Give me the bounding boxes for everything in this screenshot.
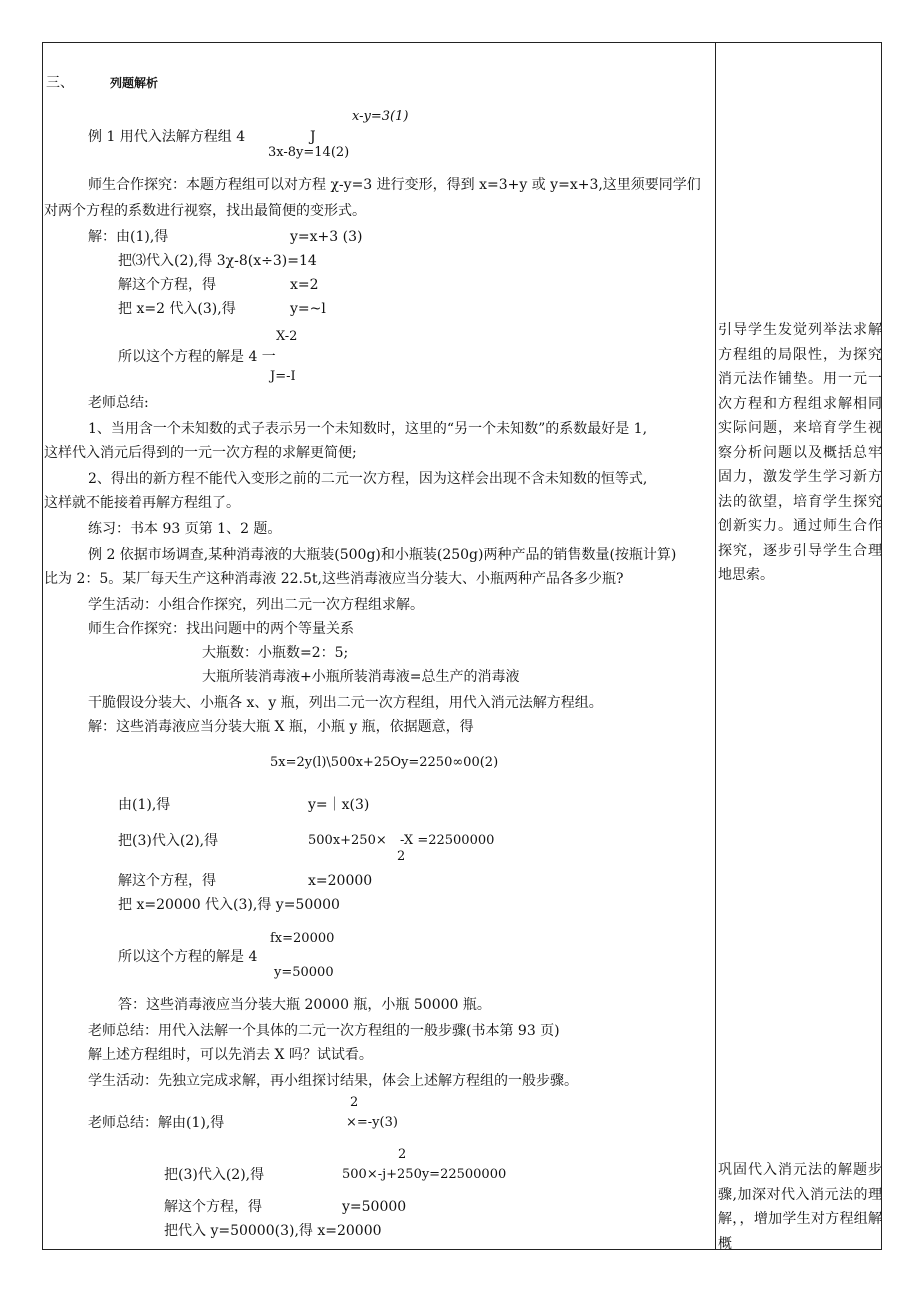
- ex2-relation-1: 大瓶数：小瓶数=2：5;: [202, 645, 349, 661]
- summary2-fraction-1: 2: [350, 1095, 359, 1110]
- ex1-sol-step-4-eq: y=~l: [290, 301, 326, 317]
- ex2-step-2-eq: 500x+250×: [308, 833, 387, 848]
- summary2-line-3: 学生活动：先独立完成求解，再小组探讨结果，体会上述解方程组的一般步骤。: [88, 1073, 578, 1089]
- summary1-title: 老师总结:: [88, 395, 149, 411]
- ex2-step-2-fraction: 2: [397, 849, 406, 864]
- ex2-final-answer: 答：这些消毒液应当分装大瓶 20000 瓶，小瓶 50000 瓶。: [118, 997, 491, 1013]
- ex1-answer-top: X-2: [276, 329, 298, 344]
- ex2-question-line-2: 比为 2：5。某厂每天生产这种消毒液 22.5t,这些消毒液应当分装大、小瓶两种产品各多少瓶?: [44, 571, 624, 587]
- ex2-answer-label: 所以这个方程的解是 4: [118, 949, 258, 965]
- ex1-sol-step-3-label: 解这个方程，得: [118, 277, 216, 293]
- summary2-last-step: 把代入 y=50000(3),得 x=20000: [164, 1223, 382, 1239]
- ex1-sol-step-3-eq: x=2: [290, 277, 319, 293]
- summary2-line-2: 解上述方程组时，可以先消去 X 吗？试试看。: [88, 1047, 373, 1063]
- ex2-answer-bottom: y=50000: [274, 965, 334, 980]
- summary2-label: 老师总结：解由(1),得: [88, 1115, 225, 1131]
- ex2-step-2-eq-tail: -X =22500000: [400, 833, 495, 848]
- ex2-system: 5x=2y(l)\500x+25Oy=2250∞00(2): [270, 755, 499, 770]
- ex2-step-1-eq: y=｜x(3): [308, 797, 370, 813]
- sidebar-note-1: 引导学生发觉列举法求解方程组的局限性，为探究消元法作铺垫。用一元一次方程和方程组求解相同实际问题，来培育学生视察分析问题以及概括总牢固力，激发学生学习新方法的欲望，培育学生探究创新实力。通过师生合作探究，逐步引导学生合理地思索。: [718, 322, 882, 583]
- ex2-solution-intro: 解：这些消毒液应当分装大瓶 X 瓶，小瓶 y 瓶，依据题意，得: [88, 719, 474, 735]
- summary2-sub-eq: 500×-j+250y=22500000: [342, 1167, 507, 1182]
- ex1-equation-1: x-y=3(1): [352, 109, 409, 124]
- ex1-explore-line-2: 对两个方程的系数进行视察，找出最简便的变形式。: [44, 203, 366, 219]
- summary2-solve-label: 解这个方程，得: [164, 1199, 262, 1215]
- ex1-answer-label: 所以这个方程的解是 4 一: [118, 349, 276, 365]
- ex1-equation-2: 3x-8y=14(2): [268, 145, 350, 160]
- ex1-sol-step-4-label: 把 x=2 代入(3),得: [118, 301, 236, 317]
- summary2-sub-label: 把(3)代入(2),得: [164, 1167, 265, 1183]
- summary1-point-2-line-2: 这样就不能接着再解方程组了。: [44, 495, 240, 511]
- ex1-brace: J: [310, 129, 316, 145]
- summary2-solve-eq: y=50000: [342, 1199, 407, 1215]
- ex2-step-1-label: 由(1),得: [118, 797, 171, 813]
- ex2-step-4: 把 x=20000 代入(3),得 y=50000: [118, 897, 340, 913]
- ex2-step-3-eq: x=20000: [308, 873, 373, 889]
- ex2-setup: 干脆假设分装大、小瓶各 x、y 瓶，列出二元一次方程组，用代入消元法解方程组。: [88, 695, 603, 711]
- ex2-question-line-1: 例 2 依据市场调查,某种消毒液的大瓶装(500g)和小瓶装(250g)两种产品的销售数量(按瓶计算): [88, 547, 677, 563]
- ex2-step-2-label: 把(3)代入(2),得: [118, 833, 219, 849]
- summary1-point-1-line-1: 1、当用含一个未知数的式子表示另一个未知数时，这里的“另一个未知数”的系数最好是 1,: [88, 421, 648, 437]
- column-divider: [715, 42, 716, 1250]
- ex2-step-3-label: 解这个方程，得: [118, 873, 216, 889]
- ex1-explore-line-1: 师生合作探究：本题方程组可以对方程 χ-y=3 进行变形，得到 x=3+y 或 y=x+3,这里须要同学们: [88, 177, 701, 193]
- ex2-student-activity: 学生活动：小组合作探究，列出二元一次方程组求解。: [88, 597, 424, 613]
- ex2-relation-2: 大瓶所装消毒液+小瓶所装消毒液=总生产的消毒液: [202, 669, 520, 685]
- summary2-eq-1: ×=-y(3): [346, 1115, 398, 1130]
- ex2-explore: 师生合作探究：找出问题中的两个等量关系: [88, 621, 354, 637]
- ex1-prefix: 例 1 用代入法解方程组 4: [88, 129, 246, 145]
- ex2-answer-top: fx=20000: [270, 931, 335, 946]
- summary1-point-1-line-2: 这样代入消元后得到的一元一次方程的求解更简便;: [44, 445, 357, 461]
- summary1-practice: 练习：书本 93 页第 1、2 题。: [88, 521, 282, 537]
- summary2-line-1: 老师总结：用代入法解一个具体的二元一次方程组的一般步骤(书本第 93 页): [88, 1023, 560, 1039]
- ex1-sol-step-2: 把⑶代入(2),得 3χ-8(x÷3)=14: [118, 253, 317, 269]
- summary2-fraction-2: 2: [398, 1147, 407, 1162]
- section-number: 三、: [46, 75, 74, 91]
- ex1-sol-step-1-eq: y=x+3 (3): [290, 229, 363, 245]
- summary1-point-2-line-1: 2、得出的新方程不能代入变形之前的二元一次方程，因为这样会出现不含未知数的恒等式,: [88, 471, 648, 487]
- lesson-table: [42, 42, 882, 1250]
- sidebar-note-2: 巩固代入消元法的解题步骤,加深对代入消元法的理解，，增加学生对方程组解概: [718, 1162, 882, 1252]
- ex1-sol-step-1-label: 解：由(1),得: [88, 229, 169, 245]
- section-title: 列题解析: [110, 76, 159, 90]
- ex1-answer-bottom: J=-I: [270, 369, 296, 384]
